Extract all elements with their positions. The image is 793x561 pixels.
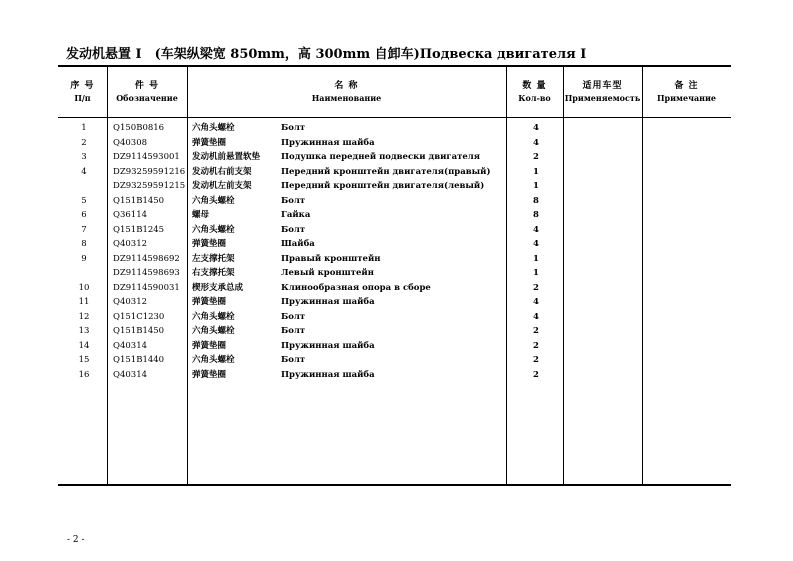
header-qty-ru: Кол-во xyxy=(518,93,551,103)
table-cell-code: Q151B1450 xyxy=(113,326,165,336)
table-cell-ru: Болт xyxy=(281,224,306,235)
table-cell-no: 16 xyxy=(78,369,90,380)
table-cell-code: Q40314 xyxy=(113,340,148,351)
table-cell-no: 12 xyxy=(78,311,90,322)
column-code xyxy=(113,121,185,382)
table-cell-qty: 8 xyxy=(533,210,539,220)
top-rule xyxy=(58,65,731,67)
table-cell-no: 10 xyxy=(78,282,90,293)
header-no-cn: 序 号 xyxy=(70,81,95,91)
table-cell-qty: 1 xyxy=(533,253,539,264)
table-cell-qty: 4 xyxy=(533,123,539,133)
table-cell-qty: 1 xyxy=(533,181,539,191)
table-cell-cn: 发动机右前支架 xyxy=(192,166,252,177)
column-no xyxy=(62,121,106,382)
table-cell-ru: Подушка передней подвески двигателя xyxy=(281,152,481,162)
header-applic xyxy=(563,80,642,104)
table-cell-cn: 弹簧垫圈 xyxy=(192,369,227,380)
table-cell-code: Q40312 xyxy=(113,239,148,249)
header-applic-ru: Применяемость xyxy=(564,93,641,103)
table-cell-code: Q151B1450 xyxy=(113,195,165,206)
table-cell-ru: Пружинная шайба xyxy=(281,137,375,148)
col-divider xyxy=(642,67,643,484)
table-cell-qty: 4 xyxy=(533,297,539,307)
table-cell-no: 5 xyxy=(81,195,87,206)
table-cell-qty: 4 xyxy=(533,137,539,148)
table-cell-ru: Болт xyxy=(281,123,306,133)
table-cell-ru: Болт xyxy=(281,326,306,336)
table-cell-code: DZ9114598693 xyxy=(113,268,180,278)
table-cell-no xyxy=(62,266,106,281)
header-code xyxy=(107,80,187,104)
column-name-cn xyxy=(192,121,260,382)
table-cell-cn: 六角头螺栓 xyxy=(192,311,235,322)
header-no-ru: П/п xyxy=(74,93,91,103)
table-cell-qty: 2 xyxy=(533,152,539,162)
table-cell-ru: Клинообразная опора в сборе xyxy=(281,282,431,293)
header-qty-cn: 数 量 xyxy=(522,81,547,91)
table-cell-no: 11 xyxy=(78,297,90,307)
table-cell-code: Q151C1230 xyxy=(113,311,165,322)
table-cell-ru: Левый кронштейн xyxy=(281,268,374,278)
table-cell-no: 15 xyxy=(78,355,90,365)
table-cell-qty: 2 xyxy=(533,282,539,293)
table-cell-cn: 弹簧垫圈 xyxy=(192,340,227,351)
table-cell-no: 2 xyxy=(81,137,87,148)
table-cell-cn: 弹簧垫圈 xyxy=(192,137,227,148)
table-cell-cn: 弹簧垫圈 xyxy=(192,297,227,307)
table-cell-code: Q151B1245 xyxy=(113,224,165,235)
table-cell-qty: 4 xyxy=(533,224,539,235)
header-note-ru: Примечание xyxy=(656,93,717,103)
table-cell-ru: Шайба xyxy=(281,239,315,249)
table-cell-no: 8 xyxy=(81,239,87,249)
bottom-rule xyxy=(58,484,731,486)
table-cell-cn: 右支撑托架 xyxy=(192,268,235,278)
table-cell-cn: 六角头螺栓 xyxy=(192,326,235,336)
table-cell-no: 14 xyxy=(78,340,90,351)
table-cell-no: 1 xyxy=(81,123,87,133)
header-note xyxy=(642,80,731,104)
header-rule xyxy=(58,117,731,118)
table-cell-code: DZ93259591216 xyxy=(113,166,186,177)
table-cell-no: 9 xyxy=(81,253,87,264)
table-cell-code: Q36114 xyxy=(113,210,148,220)
page-title: 发动机悬置 I (车架纵梁宽 850mm，高 300mm 自卸车)Подвеска двигателя I xyxy=(66,47,587,62)
table-cell-code: DZ93259591215 xyxy=(113,181,186,191)
table-cell-qty: 8 xyxy=(533,195,539,206)
table-cell-cn: 左支撑托架 xyxy=(192,253,235,264)
table-cell-ru: Болт xyxy=(281,195,306,206)
table-cell-code: Q40312 xyxy=(113,297,148,307)
table-cell-ru: Передний кронштейн двигателя(правый) xyxy=(281,166,491,177)
table-cell-ru: Передний кронштейн двигателя(левый) xyxy=(281,181,485,191)
table-cell-code: DZ9114598692 xyxy=(113,253,180,264)
table-cell-cn: 螺母 xyxy=(192,210,210,220)
table-cell-ru: Пружинная шайба xyxy=(281,369,375,380)
header-name-cn: 名 称 xyxy=(334,81,359,91)
col-divider xyxy=(187,67,188,484)
table-cell-ru: Гайка xyxy=(281,210,311,220)
table-cell-no xyxy=(62,179,106,194)
table-cell-code: Q40314 xyxy=(113,369,148,380)
table-cell-qty: 2 xyxy=(533,326,539,336)
table-cell-code: DZ9114590031 xyxy=(113,282,180,293)
table-cell-ru: Болт xyxy=(281,355,306,365)
header-note-cn: 备 注 xyxy=(674,81,699,91)
table-cell-code: DZ9114593001 xyxy=(113,152,180,162)
table-cell-ru: Пружинная шайба xyxy=(281,340,375,351)
table-cell-cn: 弹簧垫圈 xyxy=(192,239,227,249)
table-cell-no: 13 xyxy=(78,326,90,336)
table-cell-ru: Болт xyxy=(281,311,306,322)
header-qty xyxy=(506,80,563,104)
table-cell-code: Q151B1440 xyxy=(113,355,165,365)
table-cell-cn: 发动机左前支架 xyxy=(192,181,252,191)
table-cell-qty: 4 xyxy=(533,311,539,322)
header-name xyxy=(187,80,506,104)
header-name-ru: Наименование xyxy=(311,93,382,103)
column-qty xyxy=(507,121,565,382)
table-cell-cn: 六角头螺栓 xyxy=(192,123,235,133)
table-cell-code: Q150B0816 xyxy=(113,123,165,133)
table-cell-qty: 4 xyxy=(533,239,539,249)
table-cell-no: 6 xyxy=(81,210,87,220)
header-no xyxy=(58,80,107,104)
table-cell-ru: Правый кронштейн xyxy=(281,253,381,264)
page-number: - 2 - xyxy=(67,535,85,545)
table-cell-no: 4 xyxy=(81,166,87,177)
column-name-ru xyxy=(281,121,491,382)
table-cell-qty: 1 xyxy=(533,166,539,177)
table-cell-code: Q40308 xyxy=(113,137,148,148)
table-cell-cn: 楔形支承总成 xyxy=(192,282,244,293)
col-divider xyxy=(107,67,108,484)
table-cell-qty: 2 xyxy=(533,369,539,380)
table-cell-qty: 2 xyxy=(533,340,539,351)
header-code-ru: Обозначение xyxy=(116,93,178,103)
table-cell-cn: 发动机前悬置软垫 xyxy=(192,152,261,162)
table-cell-qty: 2 xyxy=(533,355,539,365)
table-cell-no: 7 xyxy=(81,224,87,235)
header-code-cn: 件 号 xyxy=(134,81,160,91)
header-applic-cn: 适用车型 xyxy=(582,81,623,91)
table-cell-ru: Пружинная шайба xyxy=(281,297,375,307)
table-cell-no: 3 xyxy=(81,152,87,162)
table-cell-cn: 六角头螺栓 xyxy=(192,224,235,235)
table-cell-qty: 1 xyxy=(533,268,539,278)
table-cell-cn: 六角头螺栓 xyxy=(192,355,235,365)
table-cell-cn: 六角头螺栓 xyxy=(192,195,235,206)
